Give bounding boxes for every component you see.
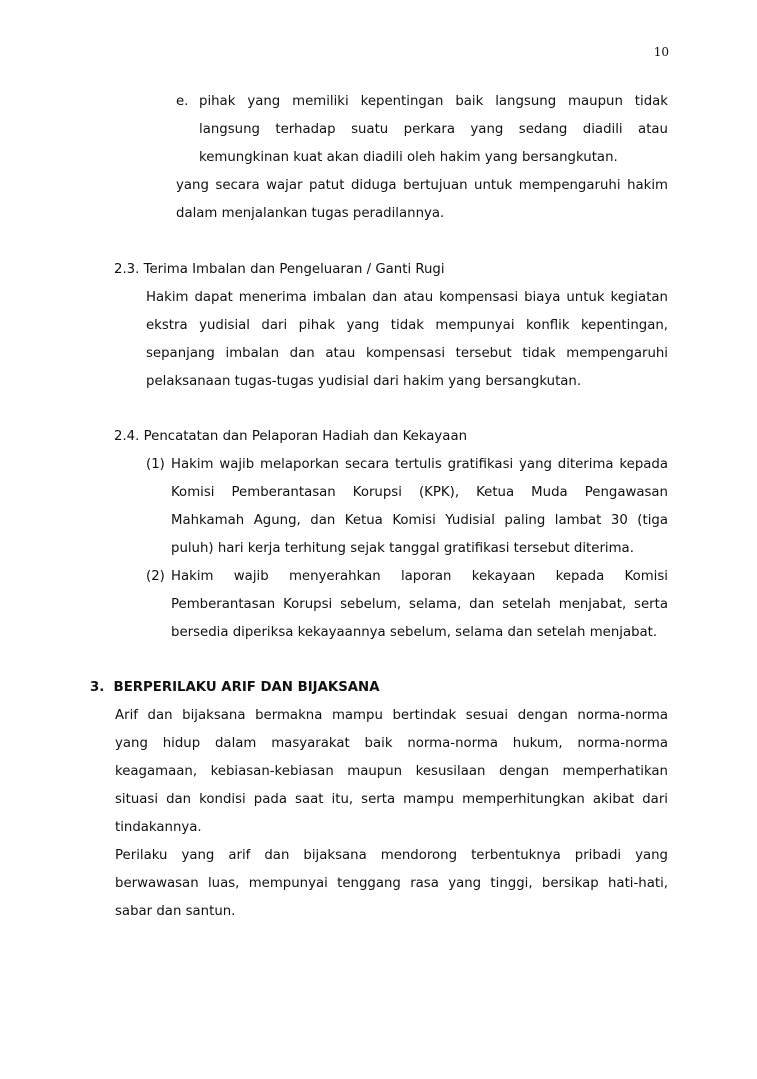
text-line: yang hidup dalam masyarakat baik norma-norma hukum, norma-norma — [115, 736, 668, 751]
text-line: kemungkinan kuat akan diadili oleh hakim yang bersangkutan. — [199, 150, 618, 165]
text-line: langsung terhadap suatu perkara yang sedang diadili atau — [199, 122, 668, 137]
text-line: pihak yang memiliki kepentingan baik langsung maupun tidak — [199, 94, 668, 109]
text-line: Hakim wajib melaporkan secara tertulis gratifikasi yang diterima kepada — [171, 457, 668, 472]
text-line: Hakim dapat menerima imbalan dan atau kompensasi biaya untuk kegiatan — [146, 290, 668, 305]
text-line: Arif dan bijaksana bermakna mampu bertindak sesuai dengan norma-norma — [115, 708, 668, 723]
text-line: berwawasan luas, mempunyai tenggang rasa yang tinggi, bersikap hati-hati, — [115, 876, 668, 891]
text-line: puluh) hari kerja terhitung sejak tanggal gratifikasi tersebut diterima. — [171, 541, 634, 556]
section-3-paragraph-2 — [115, 842, 668, 926]
text-line: sepanjang imbalan dan atau kompensasi tersebut tidak mempengaruhi — [146, 346, 668, 361]
section-2-4-heading: 2.4. Pencatatan dan Pelaporan Hadiah dan Kekayaan — [114, 429, 468, 444]
text-line: yang secara wajar patut diduga bertujuan untuk mempengaruhi hakim — [176, 178, 668, 193]
list-item-e — [176, 88, 668, 172]
list-marker: e. — [176, 94, 189, 109]
section-3-heading: 3. BERPERILAKU ARIF DAN BIJAKSANA — [90, 680, 380, 695]
text-line: ekstra yudisial dari pihak yang tidak mempunyai konflik kepentingan, — [146, 318, 668, 333]
text-line: situasi dan kondisi pada saat itu, serta mampu memperhitungkan akibat dari — [115, 792, 668, 807]
text-line: pelaksanaan tugas-tugas yudisial dari hakim yang bersangkutan. — [146, 374, 582, 389]
text-line: keagamaan, kebiasan-kebiasan maupun kesusilaan dengan memperhatikan — [115, 764, 668, 779]
continuation-paragraph — [176, 172, 668, 228]
page-number: 10 — [653, 45, 669, 59]
section-2-3-paragraph — [146, 284, 668, 396]
list-item-2 — [146, 563, 668, 647]
list-marker: (2) — [146, 569, 165, 584]
text-line: tindakannya. — [115, 820, 202, 835]
text-line: Komisi Pemberantasan Korupsi (KPK), Ketua Muda Pengawasan — [171, 485, 668, 500]
text-line: dalam menjalankan tugas peradilannya. — [176, 206, 445, 221]
list-item-1 — [146, 451, 668, 563]
text-line: bersedia diperiksa kekayaannya sebelum, selama dan setelah menjabat. — [171, 625, 658, 640]
text-line: Pemberantasan Korupsi sebelum, selama, dan setelah menjabat, serta — [171, 597, 668, 612]
text-line: Perilaku yang arif dan bijaksana mendorong terbentuknya pribadi yang — [115, 848, 668, 863]
text-line: sabar dan santun. — [115, 904, 236, 919]
list-marker: (1) — [146, 457, 165, 472]
section-3-paragraph-1 — [115, 702, 668, 842]
text-line: Hakim wajib menyerahkan laporan kekayaan kepada Komisi — [171, 569, 668, 584]
section-2-3-heading: 2.3. Terima Imbalan dan Pengeluaran / Ganti Rugi — [114, 262, 445, 277]
text-line: Mahkamah Agung, dan Ketua Komisi Yudisial paling lambat 30 (tiga — [171, 513, 668, 528]
